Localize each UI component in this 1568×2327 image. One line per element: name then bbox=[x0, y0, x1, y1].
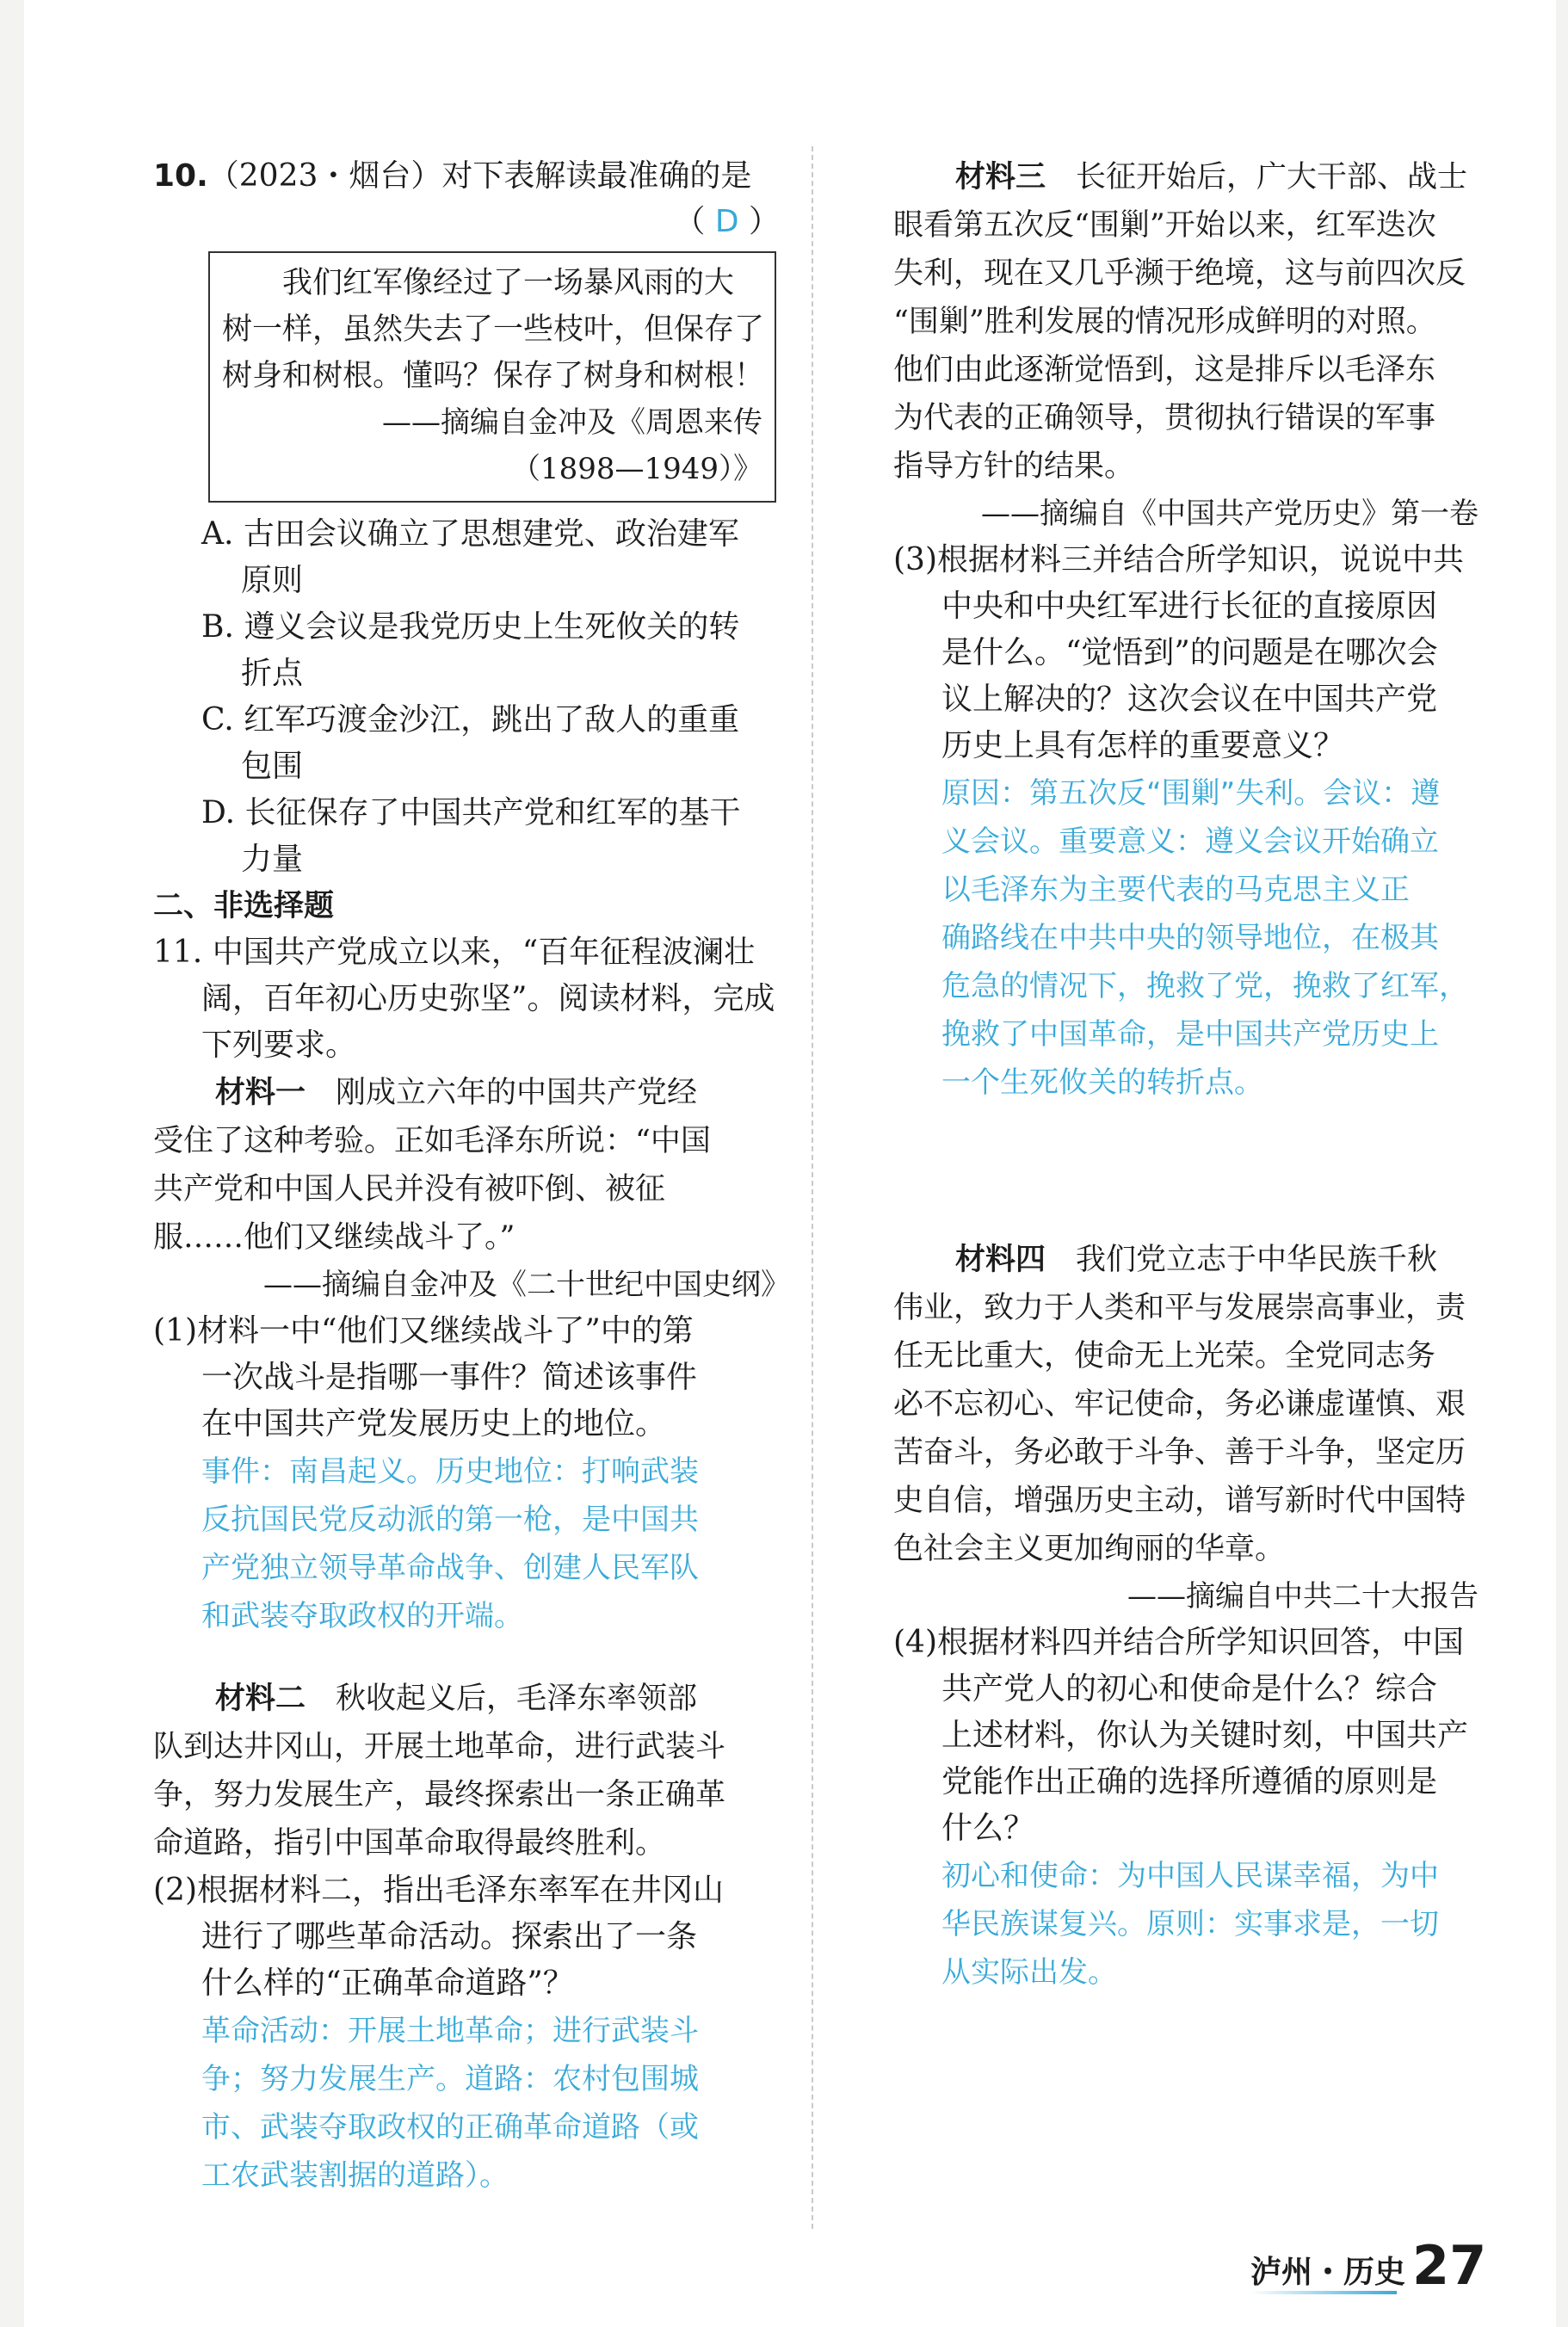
subq-4-cont: 什么？ bbox=[941, 1811, 1035, 1846]
subq-1-cont: 在中国共产党发展历史上的地位。 bbox=[201, 1406, 667, 1441]
subq-1-cont: 一次战斗是指哪一事件？简述该事件 bbox=[201, 1360, 698, 1395]
material-3-text: 指导方针的结果。 bbox=[893, 449, 1135, 484]
option-d-cont: 力量 bbox=[241, 842, 304, 877]
material-1-source: ——摘编自金冲及《二十世纪中国史纲》 bbox=[263, 1268, 790, 1302]
material-2-text: 秋收起义后，毛泽东率领部 bbox=[306, 1682, 698, 1716]
material-3-text: 眼看第五次反“围剿”开始以来，红军迭次 bbox=[893, 208, 1436, 243]
subq-3-cont: 议上解决的？这次会议在中国共产党 bbox=[941, 682, 1438, 717]
quote-source-years: （1898—1949）》 bbox=[510, 452, 762, 486]
left-column bbox=[153, 153, 790, 2200]
subq-2-cont: 进行了哪些革命活动。探索出了一条 bbox=[201, 1919, 698, 1954]
answer-3: 义会议。重要意义：遵义会议开始确立 bbox=[941, 824, 1439, 859]
page-number: 27 bbox=[1412, 2234, 1487, 2297]
quote-line: 树一样，虽然失去了一些枝叶，但保存了 bbox=[222, 312, 765, 347]
material-3-title: 材料三 bbox=[955, 160, 1046, 194]
q11-stem-cont: 阔，百年初心历史弥坚”。阅读材料，完成 bbox=[201, 981, 775, 1016]
material-3 bbox=[893, 153, 1478, 537]
page-sheet bbox=[24, 0, 1556, 2327]
material-1-text: 受住了这种考验。正如毛泽东所说：“中国 bbox=[153, 1124, 711, 1158]
material-4-source: ——摘编自中共二十大报告 bbox=[1127, 1579, 1478, 1614]
answer-1: 和武装夺取政权的开端。 bbox=[201, 1599, 523, 1633]
quote-line: 我们红军像经过了一场暴风雨的大 bbox=[222, 266, 735, 300]
material-4-title: 材料四 bbox=[955, 1243, 1046, 1277]
material-2-text: 争，努力发展生产，最终探索出一条正确革 bbox=[153, 1778, 726, 1812]
q10-number: 10. bbox=[153, 158, 208, 194]
option-c-cont: 包围 bbox=[241, 749, 304, 784]
material-2-title: 材料二 bbox=[215, 1682, 306, 1716]
answer-3: 确路线在中共中央的领导地位，在极其 bbox=[941, 921, 1439, 955]
subq-4-cont: 党能作出正确的选择所遵循的原则是 bbox=[941, 1764, 1438, 1799]
option-b-cont: 折点 bbox=[241, 656, 304, 691]
subq-4-cont: 共产党人的初心和使命是什么？综合 bbox=[941, 1671, 1438, 1707]
material-4-text: 苦奋斗，务必敢于斗争、善于斗争，坚定历 bbox=[893, 1435, 1466, 1470]
material-4-text: 伟业，致力于人类和平与发展崇高事业，责 bbox=[893, 1291, 1466, 1325]
answer-4: 初心和使命：为中国人民谋幸福，为中 bbox=[941, 1859, 1439, 1893]
option-b: B. 遵义会议是我党历史上生死攸关的转 bbox=[201, 609, 740, 645]
answer-2: 争；努力发展生产。道路：农村包围城 bbox=[201, 2062, 699, 2096]
column-divider bbox=[812, 146, 813, 2229]
answer-1: 反抗国民党反动派的第一枪，是中国共 bbox=[201, 1503, 699, 1537]
material-4-text: 必不忘初心、牢记使命，务必谦虚谨慎、艰 bbox=[893, 1387, 1466, 1422]
subq-4-cont: 上述材料，你认为关键时刻，中国共产 bbox=[941, 1718, 1469, 1753]
subq-1: (1)材料一中“他们又继续战斗了”中的第 bbox=[153, 1313, 694, 1349]
material-2-text: 命道路，指引中国革命取得最终胜利。 bbox=[153, 1826, 666, 1861]
footer-underline bbox=[1250, 2291, 1397, 2294]
material-4-text: 色社会主义更加绚丽的华章。 bbox=[893, 1532, 1286, 1566]
answer-3: 原因：第五次反“围剿”失利。会议：遵 bbox=[941, 776, 1441, 811]
material-3-text: 长征开始后，广大干部、战士 bbox=[1046, 160, 1468, 194]
material-2-text: 队到达井冈山，开展土地革命，进行武装斗 bbox=[153, 1730, 726, 1764]
answer-1: 事件：南昌起义。历史地位：打响武装 bbox=[201, 1454, 699, 1489]
option-c: C. 红军巧渡金沙江，跳出了敌人的重重 bbox=[201, 702, 740, 738]
material-3-text: 他们由此逐渐觉悟到，这是排斥以毛泽东 bbox=[893, 353, 1436, 387]
q10-answer-bracket bbox=[153, 200, 790, 244]
subq-2-cont: 什么样的“正确革命道路”？ bbox=[201, 1966, 574, 2001]
material-1-text: 刚成立六年的中国共产党经 bbox=[306, 1076, 698, 1110]
answer-3: 挽救了中国革命，是中国共产党历史上 bbox=[941, 1017, 1439, 1052]
page-footer bbox=[1250, 2234, 1500, 2306]
answer-3: 一个生死攸关的转折点。 bbox=[941, 1065, 1263, 1100]
material-4-text: 任无比重大，使命无上光荣。全党同志务 bbox=[893, 1339, 1436, 1373]
quote-line: 树身和树根。懂吗？保存了树身和树根！ bbox=[222, 359, 765, 393]
answer-3: 以毛泽东为主要代表的马克思主义正 bbox=[941, 873, 1410, 907]
quote-source: ——摘编自金冲及《周恩来传 bbox=[382, 405, 762, 440]
option-d: D. 长征保存了中国共产党和红军的基干 bbox=[201, 795, 741, 830]
material-1-text: 服……他们又继续战斗了。” bbox=[153, 1220, 515, 1255]
answer-1: 产党独立领导革命战争、创建人民军队 bbox=[201, 1551, 699, 1585]
material-1-title: 材料一 bbox=[215, 1076, 306, 1110]
section-heading: 二、非选择题 bbox=[153, 889, 335, 923]
bracket-open: （ bbox=[674, 204, 715, 239]
material-3-text: “围剿”胜利发展的情况形成鲜明的对照。 bbox=[893, 305, 1436, 339]
bracket-close: ） bbox=[738, 204, 780, 239]
q10-answer: D bbox=[714, 204, 739, 239]
subq-3-cont: 中央和中央红军进行长征的直接原因 bbox=[941, 589, 1438, 624]
q10-options bbox=[153, 511, 790, 883]
subq-2: (2)根据材料二，指出毛泽东率军在井冈山 bbox=[153, 1873, 724, 1908]
material-3-text: 为代表的正确领导，贯彻执行错误的军事 bbox=[893, 401, 1436, 435]
q10-stem bbox=[153, 153, 790, 200]
material-4 bbox=[893, 1236, 1478, 1620]
subq-3-cont: 是什么。“觉悟到”的问题是在哪次会 bbox=[941, 635, 1438, 670]
option-a-cont: 原则 bbox=[241, 563, 304, 598]
material-2 bbox=[153, 1675, 790, 1867]
q10-text: （2023・烟台）对下表解读最准确的是 bbox=[207, 158, 752, 194]
answer-3: 危急的情况下，挽救了党，挽救了红军， bbox=[941, 969, 1468, 1003]
material-1-text: 共产党和中国人民并没有被吓倒、被征 bbox=[153, 1172, 666, 1207]
q11-stem: 11. 中国共产党成立以来，“百年征程波澜壮 bbox=[153, 935, 756, 970]
q11-stem-cont: 下列要求。 bbox=[201, 1028, 357, 1063]
subq-4: (4)根据材料四并结合所学知识回答，中国 bbox=[893, 1625, 1464, 1660]
material-4-text: 我们党立志于中华民族千秋 bbox=[1046, 1243, 1438, 1277]
answer-2: 工农武装割据的道路）。 bbox=[201, 2158, 509, 2193]
right-column bbox=[893, 153, 1478, 1997]
material-3-source: ——摘编自《中国共产党历史》第一卷 bbox=[981, 497, 1478, 531]
material-4-text: 史自信，增强历史主动，谱写新时代中国特 bbox=[893, 1484, 1466, 1518]
answer-2: 市、武装夺取政权的正确革命道路（或 bbox=[201, 2110, 699, 2145]
material-3-text: 失利，现在又几乎濒于绝境，这与前四次反 bbox=[893, 256, 1466, 291]
subq-3-cont: 历史上具有怎样的重要意义？ bbox=[941, 728, 1345, 763]
answer-4: 华民族谋复兴。原则：实事求是，一切 bbox=[941, 1907, 1439, 1941]
material-1 bbox=[153, 1069, 790, 1308]
answer-4: 从实际出发。 bbox=[941, 1955, 1117, 1990]
subq-3: (3)根据材料三并结合所学知识，说说中共 bbox=[893, 542, 1464, 577]
footer-label: 泸州・历史 bbox=[1250, 2255, 1406, 2290]
q10-quote-box bbox=[208, 251, 776, 503]
option-a: A. 古田会议确立了思想建党、政治建军 bbox=[201, 516, 739, 552]
answer-2: 革命活动：开展土地革命；进行武装斗 bbox=[201, 2014, 699, 2048]
